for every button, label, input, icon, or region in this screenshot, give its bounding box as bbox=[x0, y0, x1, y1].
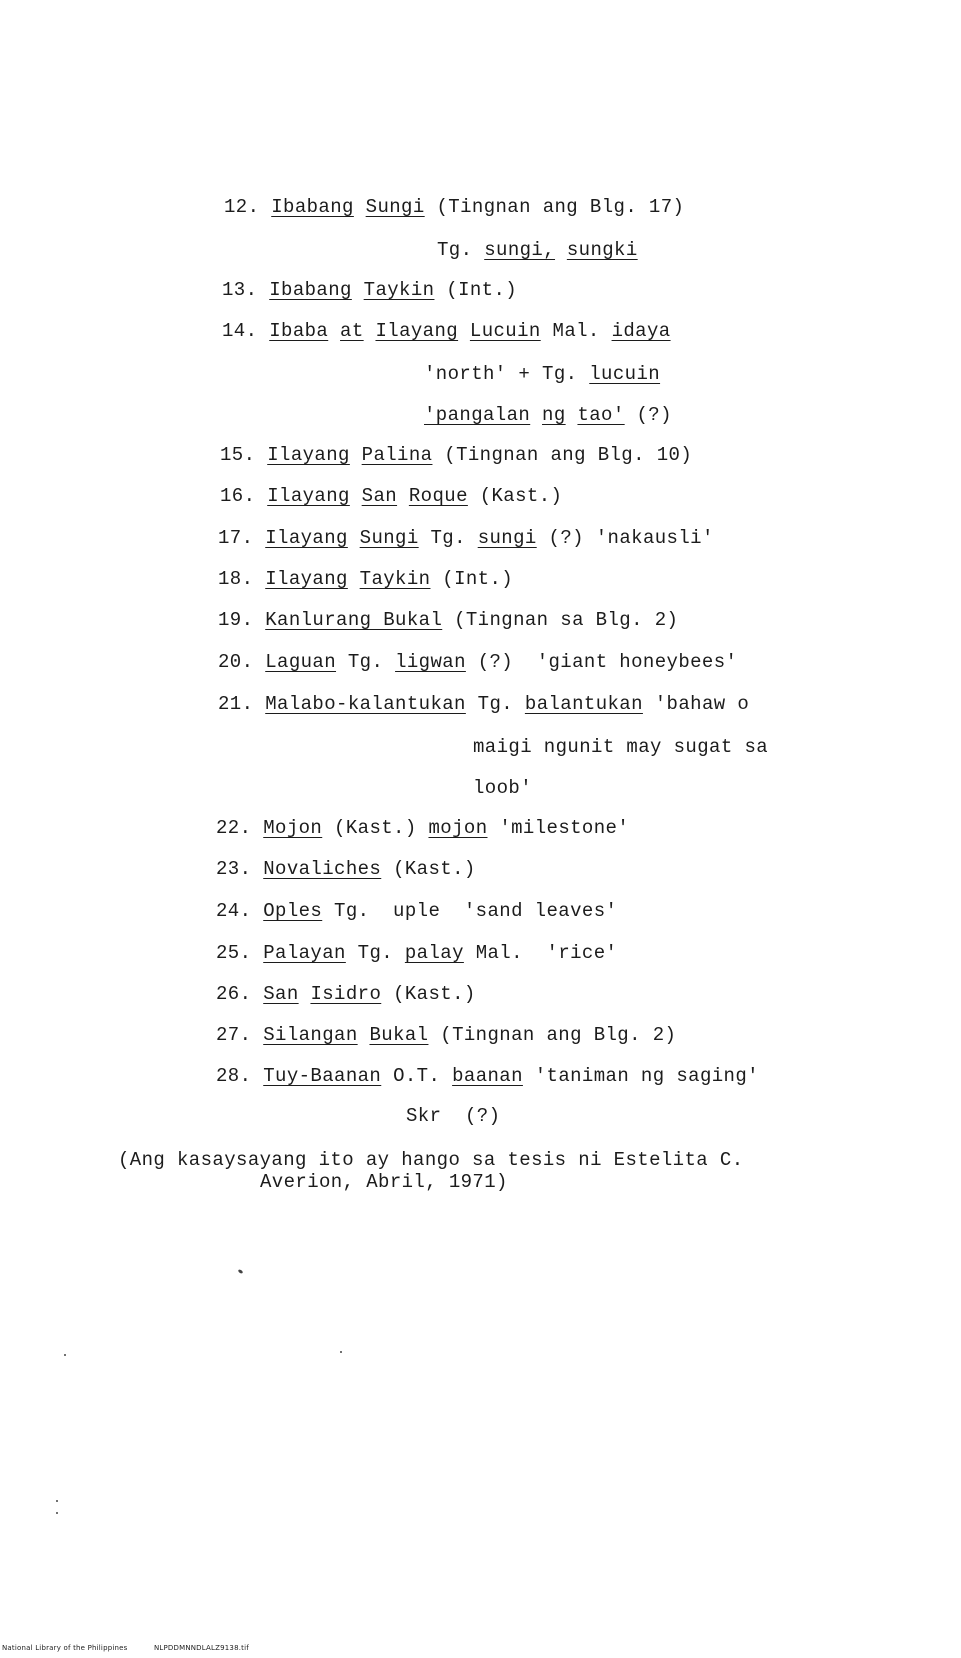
entry-line bbox=[218, 567, 513, 591]
underlined-term: ng bbox=[542, 404, 566, 426]
entry-number: 28. bbox=[216, 1065, 252, 1087]
entry-text: Tg. bbox=[437, 239, 473, 261]
entry-line bbox=[473, 735, 768, 759]
underlined-term: Bukal bbox=[369, 1024, 429, 1046]
underlined-term: Isidro bbox=[310, 983, 382, 1005]
scan-footer bbox=[2, 1644, 249, 1652]
underlined-term: mojon bbox=[428, 817, 488, 839]
source-note-line-2: Averion, Abril, 1971) bbox=[260, 1171, 508, 1193]
entry-number: 12. bbox=[224, 196, 260, 218]
entry-text: 'milestone' bbox=[499, 817, 630, 839]
underlined-term: Ilayang bbox=[267, 444, 350, 466]
entry-text: (Int.) bbox=[442, 568, 514, 590]
underlined-term: Roque bbox=[408, 485, 468, 507]
source-note-line-1: (Ang kasaysayang ito ay hango sa tesis ni Estelita C. bbox=[118, 1149, 744, 1171]
library-credit: National Library of the Philippines bbox=[2, 1644, 128, 1652]
underlined-term: Ibaba bbox=[269, 320, 329, 342]
file-id: NLPDDMNNDLALZ9138.tif bbox=[153, 1644, 249, 1652]
entry-number: 15. bbox=[220, 444, 256, 466]
entry-text: Tg. bbox=[357, 942, 394, 964]
underlined-term: lucuin bbox=[589, 363, 661, 385]
underlined-term: palay bbox=[404, 942, 464, 964]
entry-line bbox=[218, 526, 714, 550]
entry-text: (?) 'nakausli' bbox=[548, 527, 714, 549]
underlined-term: 'pangalan bbox=[424, 404, 531, 426]
entry-number: 13. bbox=[222, 279, 258, 301]
entry-number: 23. bbox=[216, 858, 252, 880]
underlined-term: Novaliches bbox=[263, 858, 382, 880]
entry-line bbox=[222, 319, 671, 343]
entry-line bbox=[218, 608, 678, 632]
entry-line bbox=[437, 238, 638, 262]
scan-speck bbox=[56, 1512, 58, 1514]
entry-number: 24. bbox=[216, 900, 252, 922]
entry-line bbox=[216, 941, 617, 965]
underlined-term: Lucuin bbox=[469, 320, 541, 342]
underlined-term: Taykin bbox=[363, 279, 435, 301]
entry-text: 'bahaw o bbox=[654, 693, 750, 715]
entry-text: 'north' + Tg. bbox=[424, 363, 578, 385]
scan-speck bbox=[340, 1351, 342, 1353]
entry-text: (Kast.) bbox=[479, 485, 563, 507]
entry-text: (Int.) bbox=[446, 279, 518, 301]
underlined-term: sungi bbox=[477, 527, 537, 549]
underlined-term: Kanlurang Bukal bbox=[265, 609, 443, 631]
entry-number: 17. bbox=[218, 527, 254, 549]
entry-line bbox=[222, 278, 517, 302]
underlined-term: Palayan bbox=[263, 942, 346, 964]
entry-line bbox=[216, 1023, 676, 1047]
entry-number: 22. bbox=[216, 817, 252, 839]
entry-text: (Tingnan ang Blg. 2) bbox=[440, 1024, 677, 1046]
underlined-term: Ilayang bbox=[375, 320, 459, 342]
entry-number: 19. bbox=[218, 609, 254, 631]
entry-text: Tg. bbox=[430, 527, 466, 549]
entry-text: (Tingnan ang Blg. 10) bbox=[444, 444, 693, 466]
entry-line bbox=[220, 443, 692, 467]
underlined-term: Tuy-Baanan bbox=[263, 1065, 382, 1087]
entry-line bbox=[406, 1104, 500, 1128]
underlined-term: Malabo-kalantukan bbox=[265, 693, 466, 715]
entry-line bbox=[220, 484, 562, 508]
entry-text: 'taniman ng saging' bbox=[534, 1065, 759, 1087]
entry-number: 26. bbox=[216, 983, 252, 1005]
underlined-term: Palina bbox=[361, 444, 433, 466]
underlined-term: Ilayang bbox=[265, 527, 348, 549]
entry-text: (Kast.) bbox=[393, 858, 476, 880]
entry-text: (Tingnan ang Blg. 17) bbox=[436, 196, 685, 218]
entry-text: (Kast.) bbox=[393, 983, 476, 1005]
scan-speck bbox=[238, 1269, 244, 1274]
underlined-term: San bbox=[361, 485, 398, 507]
underlined-term: tao' bbox=[577, 404, 625, 426]
entry-text: loob' bbox=[473, 777, 533, 799]
underlined-term: Ibabang bbox=[269, 279, 352, 301]
entry-text: Tg. bbox=[347, 651, 384, 673]
underlined-term: Ilayang bbox=[267, 485, 350, 507]
entry-line bbox=[216, 857, 476, 881]
entry-number: 16. bbox=[220, 485, 256, 507]
underlined-term: at bbox=[340, 320, 364, 342]
underlined-term: Ilayang bbox=[265, 568, 348, 590]
underlined-term: Taykin bbox=[359, 568, 431, 590]
entry-number: 14. bbox=[222, 320, 258, 342]
scan-speck bbox=[56, 1500, 58, 1502]
underlined-term: baanan bbox=[452, 1065, 523, 1087]
entry-text: (?) 'giant honeybees' bbox=[477, 651, 738, 673]
underlined-term: Oples bbox=[263, 900, 323, 922]
entry-line bbox=[424, 362, 660, 386]
underlined-term: Laguan bbox=[265, 651, 337, 673]
entry-number: 27. bbox=[216, 1024, 252, 1046]
entry-text: O.T. bbox=[393, 1065, 441, 1087]
entry-line bbox=[216, 816, 629, 840]
entry-line bbox=[424, 403, 672, 427]
entry-text: Mal. 'rice' bbox=[475, 942, 618, 964]
entry-text: Tg. uple 'sand leaves' bbox=[334, 900, 618, 922]
underlined-term: Ibabang bbox=[271, 196, 354, 218]
entry-text: (?) bbox=[636, 404, 672, 426]
underlined-term: Sungi bbox=[359, 527, 419, 549]
underlined-term: Mojon bbox=[263, 817, 323, 839]
entry-line bbox=[218, 650, 737, 674]
entry-number: 18. bbox=[218, 568, 254, 590]
entry-line bbox=[218, 692, 749, 716]
entry-line bbox=[473, 776, 532, 800]
entry-text: (Tingnan sa Blg. 2) bbox=[454, 609, 679, 631]
entry-number: 25. bbox=[216, 942, 252, 964]
entry-number: 20. bbox=[218, 651, 254, 673]
entry-number: 21. bbox=[218, 693, 254, 715]
entry-text: Tg. bbox=[477, 693, 514, 715]
entry-text: Skr (?) bbox=[406, 1105, 501, 1127]
underlined-term: balantukan bbox=[524, 693, 643, 715]
underlined-term: sungki bbox=[566, 239, 638, 261]
scan-speck bbox=[64, 1354, 66, 1356]
underlined-term: sungi, bbox=[484, 239, 556, 261]
underlined-term: Silangan bbox=[263, 1024, 358, 1046]
entry-text: (Kast.) bbox=[334, 817, 417, 839]
entry-line bbox=[216, 1064, 759, 1088]
underlined-term: ligwan bbox=[395, 651, 466, 673]
underlined-term: Sungi bbox=[365, 196, 425, 218]
entry-line bbox=[224, 195, 684, 219]
entry-text: maigi ngunit may sugat sa bbox=[473, 736, 769, 758]
entry-line bbox=[216, 899, 617, 923]
underlined-term: idaya bbox=[611, 320, 671, 342]
entry-line bbox=[216, 982, 476, 1006]
underlined-term: San bbox=[263, 983, 299, 1005]
entry-text: Mal. bbox=[552, 320, 600, 342]
